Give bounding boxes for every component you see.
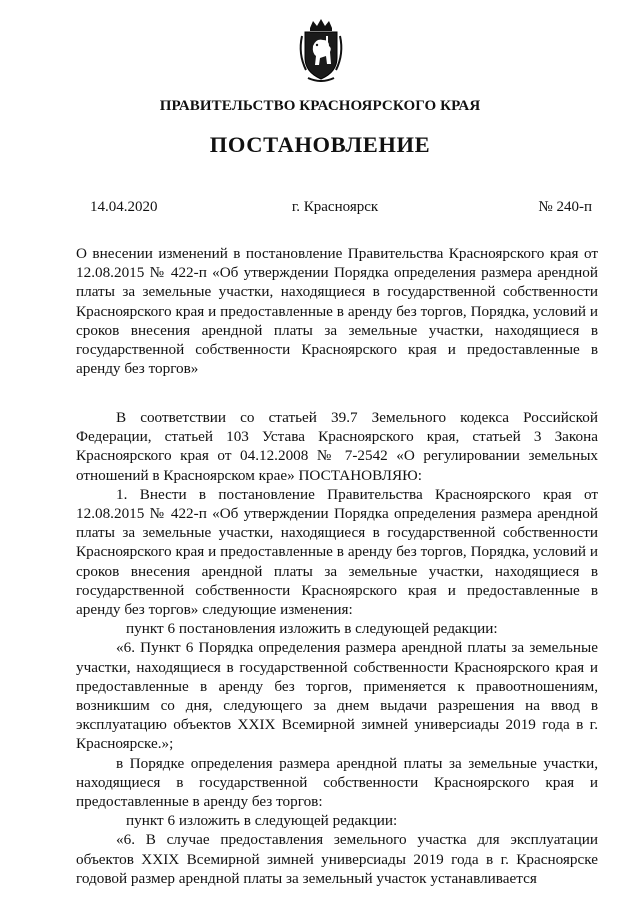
- document-number: № 240-п: [538, 199, 592, 215]
- paragraph-procedure-point-6-text: «6. В случае предоставления земельного участка для эксплуатации объектов XXIX Всемирной зимней универсиады 2019 года в г. Красноярске годовой размер арендной платы за земельный участок устанавливается: [76, 831, 598, 887]
- paragraph-procedure-point-6-intro: пункт 6 изложить в следующей редакции:: [126, 812, 398, 830]
- paragraph-point-6-intro: пункт 6 постановления изложить в следующей редакции:: [126, 620, 498, 638]
- document-title: О внесении изменений в постановление Правительства Красноярского края от 12.08.2015 № 422-п «Об утверждении Порядка определения размера арендной платы за земельные участки, находящиеся в государственной собственности Красноярского края и предоставленные в аренду без торгов, Порядка, условий и сроков внесения арендной платы за земельные участки, находящиеся в государственной собственности Красноярского края и предоставленные в аренду без торгов»: [76, 245, 598, 378]
- document-city: г. Красноярск: [291, 199, 379, 215]
- paragraph-point-6-text: «6. Пункт 6 Порядка определения размера арендной платы за земельные участки, находящиеся в государственной собственности Красноярского края и предоставленные в аренду без торгов, применяется к правоотношениям, возникшим со дня, следующего за днем выдачи разрешения на ввод в эксплуатацию объектов XXIX Всемирной зимней универсиады 2019 года в г. Красноярске.»;: [76, 639, 598, 753]
- paragraph-preamble: В соответствии со статьей 39.7 Земельного кодекса Российской Федерации, статьей 103 Устава Красноярского края, статьей 3 Закона Красноярского края от 04.12.2008 № 7-2542 «О регулировании земельных отношений в Красноярском крае» ПОСТАНОВЛЯЮ:: [76, 409, 598, 484]
- coat-of-arms-icon: [296, 18, 346, 82]
- document-body: [76, 408, 598, 888]
- document-type: ПОСТАНОВЛЕНИЕ: [209, 132, 431, 157]
- document-date: 14.04.2020: [90, 199, 158, 215]
- paragraph-procedure-intro: в Порядке определения размера арендной платы за земельные участки, находящиеся в государственной собственности Красноярского края и предоставленные в аренду без торгов:: [76, 754, 598, 811]
- government-name: ПРАВИТЕЛЬСТВО КРАСНОЯРСКОГО КРАЯ: [159, 98, 481, 114]
- paragraph-item-1: 1. Внести в постановление Правительства Красноярского края от 12.08.2015 № 422-п «Об утверждении Порядка определения размера арендной платы за земельные участки, находящиеся в государственной собственности Красноярского края и предоставленные в аренду без торгов, Порядка, условий и сроков внесения арендной платы за земельные участки, находящиеся в государственной собственности Красноярского края и предоставленные в аренду без торгов» следующие изменения:: [76, 485, 598, 619]
